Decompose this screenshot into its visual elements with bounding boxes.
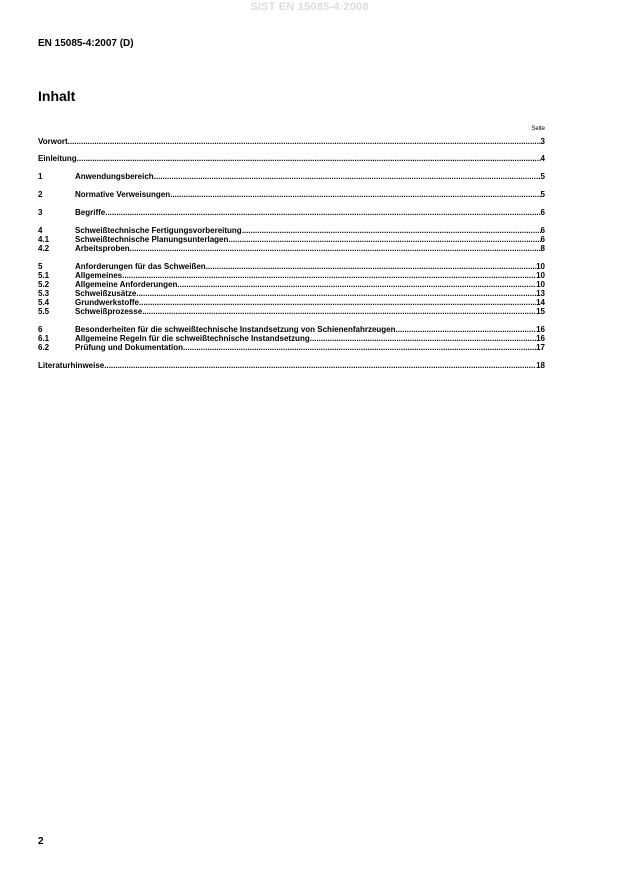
toc-entry-number: 5.1 [38,271,50,280]
toc-entry-number: 6.2 [38,343,50,352]
toc-entry-title: Prüfung und Dokumentation [75,343,183,352]
toc-entry[interactable] [38,298,545,307]
toc-leader-dots [77,154,541,163]
document-id: EN 15085-4:2007 (D) [38,38,134,49]
toc-entry-title: Arbeitsproben [75,244,130,253]
toc-entry-title: Schweißtechnische Planungsunterlagen [75,235,229,244]
toc-entry-page: 10 [536,262,545,271]
toc-entry-page: 6 [540,208,545,217]
toc-entry-number: 5.4 [38,298,50,307]
toc-entry-page: 4 [540,154,545,163]
toc-leader-dots [104,361,536,370]
toc-entry-title: Schweißzusätze [75,289,137,298]
toc-leader-dots [154,172,541,181]
toc-entry-number: 6 [38,325,43,334]
toc-entry-number: 4.1 [38,235,50,244]
toc-leader-dots [139,298,536,307]
toc-entry-number: 5.3 [38,289,50,298]
toc-entry[interactable] [38,190,545,199]
toc-leader-dots [242,226,541,235]
toc-entry-page: 3 [540,137,545,146]
toc-entry[interactable] [38,271,545,280]
toc-entry-title: Besonderheiten für die schweißtechnische Instandsetzung von Schienenfahrzeugen [75,325,396,334]
toc-entry[interactable] [38,334,545,343]
toc-leader-dots [142,307,536,316]
toc-leader-dots [122,271,536,280]
toc-entry-title: Anwendungsbereich [75,172,154,181]
toc-leader-dots [310,334,536,343]
toc-leader-dots [136,289,536,298]
toc-entry-title: Allgemeine Regeln für die schweißtechnische Instandsetzung [75,334,310,343]
toc-entry[interactable] [38,307,545,316]
toc-entry-page: 5 [540,190,545,199]
toc-entry-number: 5.5 [38,307,50,316]
toc-entry-title: Schweißprozesse [75,307,143,316]
toc-entry[interactable] [38,226,545,235]
toc-entry-page: 15 [536,307,545,316]
toc-entry-page: 6 [540,226,545,235]
toc-entry-title: Anforderungen für das Schweißen [75,262,206,271]
toc-entry-title: Einleitung [38,154,77,163]
toc-entry-title: Begriffe [75,208,106,217]
toc-entry-number: 4.2 [38,244,50,253]
toc-entry-page: 6 [540,235,545,244]
table-of-contents [38,137,545,370]
toc-leader-dots [228,235,540,244]
toc-entry-number: 1 [38,172,43,181]
watermark: SIST EN 15085-4:2008 [250,1,369,13]
toc-entry[interactable] [38,137,545,146]
toc-entry-page: 16 [536,325,545,334]
toc-entry-title: Allgemeines [75,271,123,280]
toc-entry-number: 6.1 [38,334,50,343]
toc-entry-page: 10 [536,280,545,289]
toc-leader-dots [206,262,536,271]
toc-entry[interactable] [38,235,545,244]
page-title: Inhalt [38,88,76,104]
toc-entry[interactable] [38,244,545,253]
toc-entry-title: Grundwerkstoffe [75,298,140,307]
toc-leader-dots [130,244,541,253]
toc-entry[interactable] [38,154,545,163]
toc-leader-dots [105,208,540,217]
toc-entry-number: 5 [38,262,43,271]
toc-entry-page: 13 [536,289,545,298]
toc-entry-page: 10 [536,271,545,280]
toc-entry-title: Normative Verweisungen [75,190,171,199]
toc-entry-page: 17 [536,343,545,352]
toc-entry[interactable] [38,325,545,334]
toc-entry-page: 16 [536,334,545,343]
toc-entry[interactable] [38,172,545,181]
toc-leader-dots [183,343,536,352]
toc-entry-page: 18 [536,361,545,370]
toc-entry[interactable] [38,208,545,217]
toc-entry-title: Literaturhinweise [38,361,105,370]
toc-entry[interactable] [38,262,545,271]
toc-leader-dots [396,325,537,334]
toc-leader-dots [170,190,540,199]
toc-entry[interactable] [38,289,545,298]
toc-leader-dots [68,137,541,146]
toc-entry-number: 5.2 [38,280,50,289]
toc-entry[interactable] [38,361,545,370]
toc-entry-page: 5 [540,172,545,181]
toc-entry-page: 14 [536,298,545,307]
toc-entry[interactable] [38,280,545,289]
toc-entry-number: 3 [38,208,43,217]
page-number: 2 [38,836,44,847]
toc-entry-title: Vorwort [38,137,68,146]
toc-entry-title: Allgemeine Anforderungen [75,280,178,289]
toc-entry-number: 4 [38,226,43,235]
toc-entry-page: 8 [540,244,545,253]
page-column-label: Seite [531,126,545,132]
toc-entry-number: 2 [38,190,43,199]
toc-leader-dots [177,280,536,289]
toc-entry[interactable] [38,343,545,352]
toc-entry-title: Schweißtechnische Fertigungsvorbereitung [75,226,242,235]
